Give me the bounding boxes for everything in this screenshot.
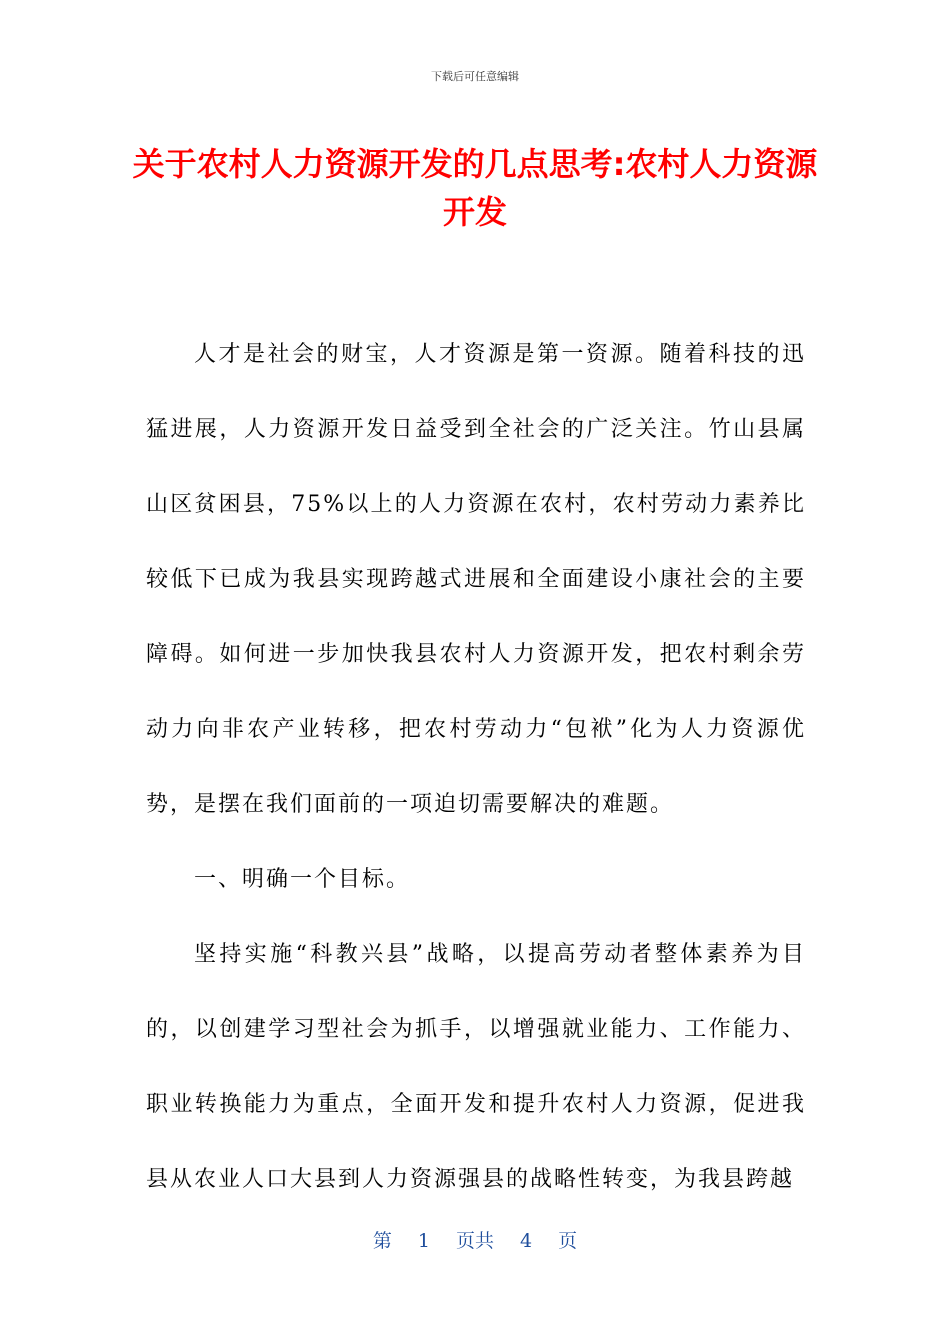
document-body	[146, 317, 806, 1217]
paragraph-intro: 人才是社会的财宝，人才资源是第一资源。随着科技的迅猛进展，人力资源开发日益受到全社会的广泛关注。竹山县属山区贫困县，75%以上的人力资源在农村，农村劳动力素养比较低下已成为我县实现跨越式进展和全面建设小康社会的主要障碍。如何进一步加快我县农村人力资源开发，把农村剩余劳动力向非农产业转移，把农村劳动力“包袱”化为人力资源优势，是摆在我们面前的一项迫切需要解决的难题。	[146, 342, 806, 817]
header-note: 下载后可任意编辑	[431, 70, 519, 83]
footer-page-label: 第	[372, 1230, 392, 1252]
paragraph-section-heading: 一、明确一个目标。	[194, 867, 411, 892]
footer-current-page: 1	[417, 1230, 430, 1252]
document-title: 关于农村人力资源开发的几点思考:农村人力资源开发	[132, 145, 818, 231]
page-footer	[0, 1226, 950, 1253]
footer-end-label: 页	[558, 1230, 578, 1252]
paragraph-strategy: 坚持实施“科教兴县”战略，以提高劳动者整体素养为目的，以创建学习型社会为抓手，以增强就业能力、工作能力、职业转换能力为重点，全面开发和提升农村人力资源，促进我县从农业人口大县到人力资源强县的战略性转变，为我县跨越	[146, 942, 806, 1192]
footer-of-label: 页共	[455, 1230, 494, 1252]
footer-total-pages: 4	[520, 1230, 533, 1252]
